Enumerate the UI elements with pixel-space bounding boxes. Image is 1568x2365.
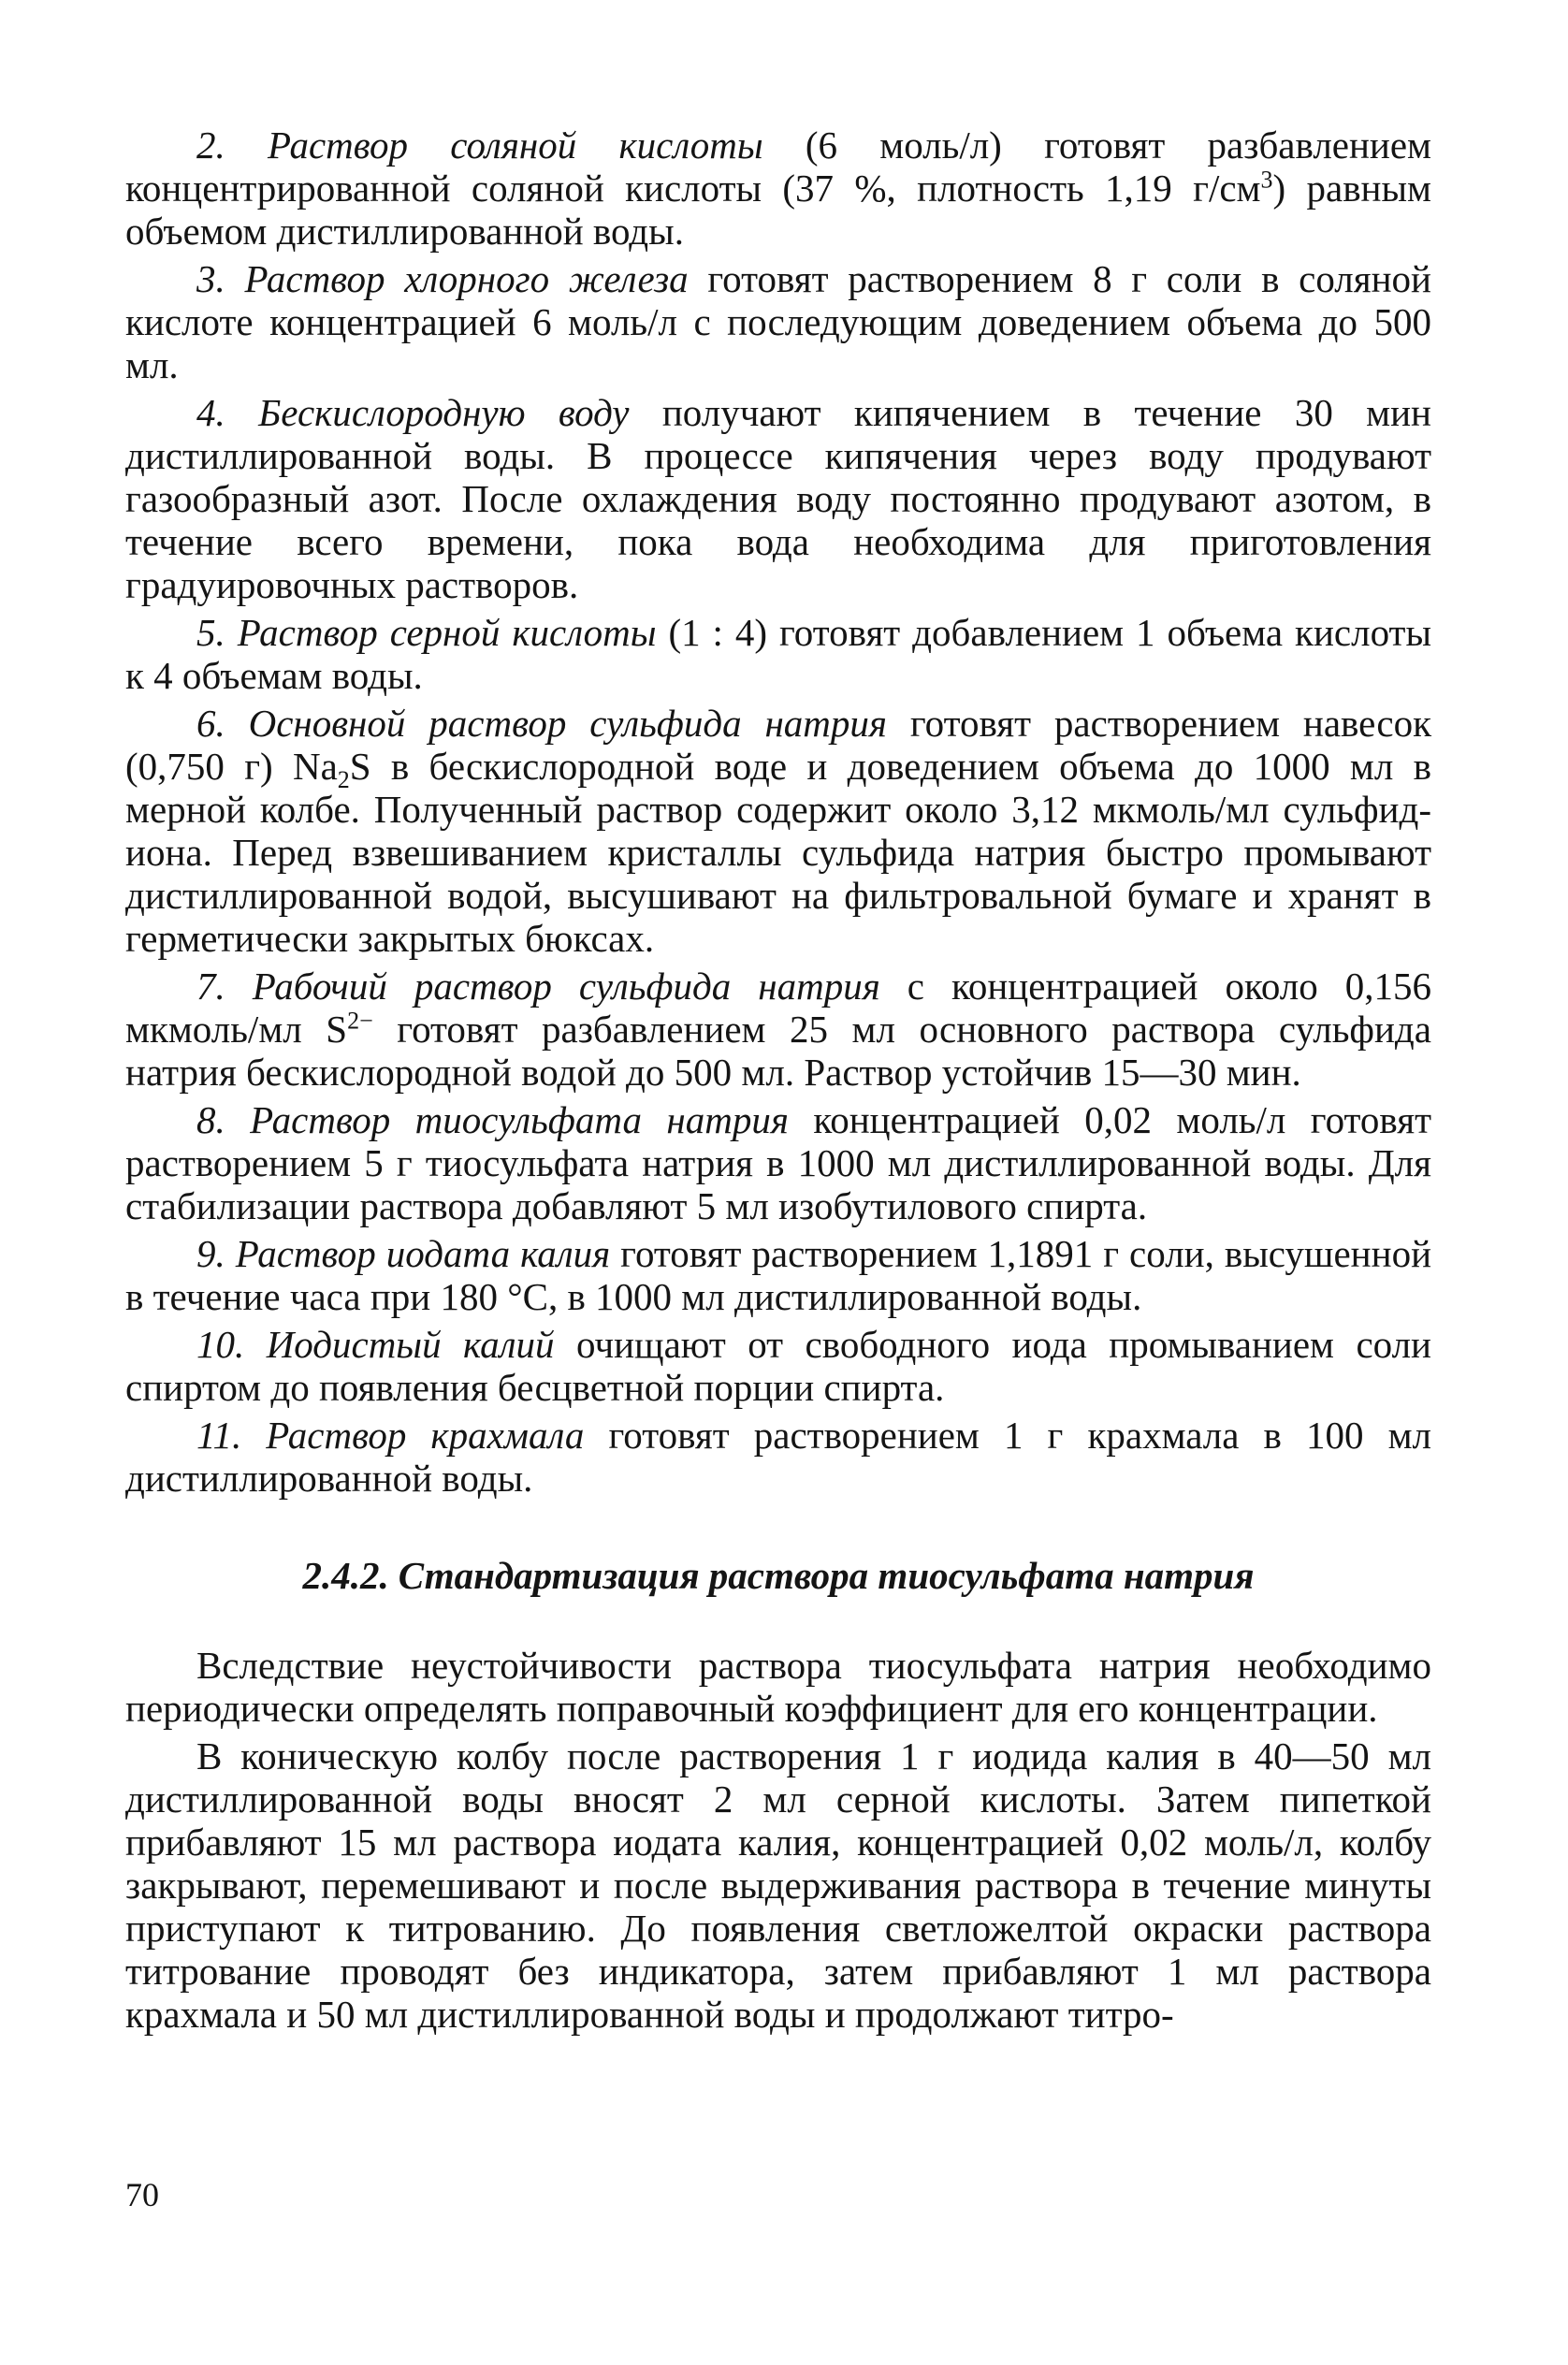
item-lead: 2. Раствор соляной кислоты	[196, 123, 763, 167]
body-paragraph: В коническую колбу после растворения 1 г иодида калия в 40—50 мл дистиллированной воды вносят 2 мл серной кислоты. Затем пипеткой прибавляют 15 мл раствора иодата калия, концентрацией 0,02 моль/л, колбу закрывают, перемешивают и после выдерживания раствора в течение минуты приступают к титрованию. До появления светложелтой окраски раствора титрование проводят без индикатора, затем прибавляют 1 мл раствора крахмала и 50 мл дистиллированной воды и продолжают титро-	[125, 1734, 1431, 2036]
item-lead: 4. Бескислородную воду	[196, 391, 630, 434]
item-lead: 11. Раствор крахмала	[196, 1414, 585, 1457]
list-item-working-sodium-sulfide-solution	[125, 965, 1431, 1094]
item-text: готовят растворением 1,1891 г соли, высушенной в течение часа при 180 °С, в 1000 мл дистиллированной воды.	[125, 1232, 1432, 1318]
item-superscript: 2−	[347, 1007, 373, 1035]
item-text: (1 : 4) готовят добавлением 1 объема кислоты к 4 объемам воды.	[125, 611, 1431, 697]
item-text: концентрацией 0,02 моль/л готовят растворением 5 г тиосульфата натрия в 1000 мл дистиллированной воды. Для стабилизации раствора добавляют 5 мл изобутилового спирта.	[125, 1098, 1431, 1227]
list-item-potassium-iodide	[125, 1323, 1431, 1409]
list-item-starch-solution	[125, 1414, 1431, 1500]
item-lead: 5. Раствор серной кислоты	[196, 611, 657, 654]
item-text: готовят растворением 8 г соли в соляной кислоте концентрацией 6 моль/л с последующим доведением объема до 500 мл.	[125, 257, 1431, 386]
page-number: 70	[125, 2176, 159, 2213]
section-heading	[125, 1554, 1431, 1597]
item-text: готовят растворением навесок (0,750 г) Na	[125, 702, 1431, 788]
section-number: 2.4.2.	[302, 1554, 389, 1597]
item-superscript: 3	[1260, 166, 1273, 194]
item-lead: 6. Основной раствор сульфида натрия	[196, 702, 887, 745]
item-text: очищают от свободного иода промыванием соли спиртом до появления бесцветной порции спирта.	[125, 1323, 1431, 1409]
item-lead: 3. Раствор хлорного железа	[196, 257, 689, 300]
body-paragraph: Вследствие неустойчивости раствора тиосульфата натрия необходимо периодически определять поправочный коэффициент для его концентрации.	[125, 1644, 1431, 1730]
item-text: (6 моль/л) готовят разбавлением концентрированной соляной кислоты (37 %, плотность 1,19 г/см	[125, 123, 1432, 210]
list-item-stock-sodium-sulfide-solution	[125, 702, 1431, 960]
item-tail: готовят разбавлением 25 мл основного раствора сульфида натрия бескислородной водой до 500 мл. Раствор устойчив 15—30 мин.	[125, 1008, 1431, 1094]
list-item-sodium-thiosulfate-solution	[125, 1098, 1431, 1227]
list-item-hydrochloric-acid-solution	[125, 123, 1431, 253]
item-text: готовят растворением 1 г крахмала в 100 мл дистиллированной воды.	[125, 1414, 1431, 1500]
list-item-ferric-chloride-solution	[125, 257, 1431, 386]
list-item-potassium-iodate-solution	[125, 1232, 1431, 1318]
item-subscript: 2	[337, 766, 350, 794]
item-tail: ) равным объемом дистиллированной воды.	[125, 167, 1431, 253]
item-lead: 8. Раствор тиосульфата натрия	[196, 1098, 789, 1141]
item-text: с концентрацией около 0,156 мкмоль/мл S	[125, 965, 1432, 1051]
item-lead: 7. Рабочий раствор сульфида натрия	[196, 965, 880, 1008]
book-page	[125, 123, 1431, 2275]
section-title: Стандартизация раствора тиосульфата натрия	[398, 1554, 1255, 1597]
list-item-sulfuric-acid-solution	[125, 611, 1431, 697]
item-lead: 9. Раствор иодата калия	[196, 1232, 611, 1275]
list-item-oxygen-free-water	[125, 391, 1431, 606]
item-text: получают кипячением в течение 30 мин дистиллированной воды. В процессе кипячения через воду продувают газообразный азот. После охлаждения воду постоянно продувают азотом, в течение всего времени, пока вода необходима для приготовления градуировочных растворов.	[125, 391, 1431, 606]
item-lead: 10. Иодистый калий	[196, 1323, 555, 1366]
item-tail: S в бескислородной воде и доведением объема до 1000 мл в мерной колбе. Полученный раствор содержит около 3,12 мкмоль/мл сульфид-иона. Перед взвешиванием кристаллы сульфида натрия быстро промывают дистиллированной водой, высушивают на фильтровальной бумаге и хранят в герметически закрытых бюксах.	[125, 745, 1431, 960]
